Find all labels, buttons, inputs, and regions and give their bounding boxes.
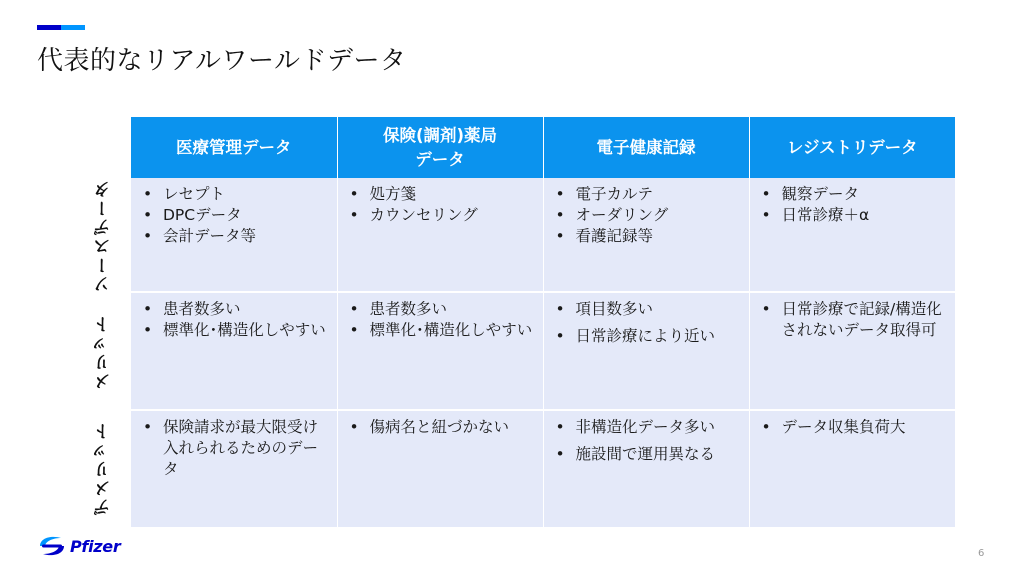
- bullet-list: [346, 184, 535, 226]
- table-cell: [543, 292, 749, 410]
- slide-title: 代表的なリアルワールドデータ: [37, 46, 407, 76]
- bullet-item: • カウンセリング: [346, 205, 535, 226]
- table-cell: [131, 410, 337, 528]
- header-cell: [543, 117, 749, 178]
- bullet-item: • 標準化･構造化しやすい: [346, 320, 535, 341]
- bullet-list: [552, 299, 741, 347]
- header-cell: [749, 117, 955, 178]
- header-label: レジストリデータ: [786, 137, 918, 157]
- table-cell: [543, 410, 749, 528]
- bullet-item: • 日常診療で記録/構造化されないデータ取得可: [758, 299, 948, 341]
- bullet-list: [139, 417, 329, 480]
- accent-bar-dark: [37, 25, 61, 30]
- bullet-item: • 患者数多い: [139, 299, 329, 320]
- bullet-item: • オーダリング: [552, 205, 741, 226]
- title-accent-bar: [37, 25, 85, 30]
- header-label: データ: [415, 149, 465, 169]
- bullet-list: [346, 299, 535, 341]
- row-label-demerits: [82, 411, 124, 525]
- bullet-item: • 施設間で運用異なる: [552, 444, 741, 465]
- pfizer-logo-wordmark: Pfizer: [70, 536, 121, 556]
- bullet-item: • 観察データ: [758, 184, 948, 205]
- table-row: [131, 292, 955, 410]
- header-cell: [337, 117, 543, 178]
- table-row: [131, 178, 955, 292]
- bullet-item: • レセプト: [139, 184, 329, 205]
- table-cell: [749, 410, 955, 528]
- bullet-item: • 日常診療＋α: [758, 205, 948, 226]
- bullet-list: [346, 417, 535, 438]
- table-cell: [543, 178, 749, 292]
- accent-bar-light: [61, 25, 85, 30]
- bullet-item: • 処方箋: [346, 184, 535, 205]
- table-cell: [337, 178, 543, 292]
- table-cell: [337, 292, 543, 410]
- header-label: 保険(調剤)薬局: [382, 125, 498, 145]
- bullet-item: • DPCデータ: [139, 205, 329, 226]
- table-cell: [337, 410, 543, 528]
- header-label: 電子健康記録: [596, 137, 696, 157]
- bullet-item: • 電子カルテ: [552, 184, 741, 205]
- bullet-list: [758, 184, 948, 226]
- rwd-comparison-table: [131, 117, 955, 529]
- bullet-item: • 標準化･構造化しやすい: [139, 320, 329, 341]
- bullet-item: • 看護記録等: [552, 226, 741, 247]
- bullet-list: [552, 417, 741, 465]
- table-cell: [131, 292, 337, 410]
- table-header-row: [131, 117, 955, 178]
- header-label: 医療管理データ: [176, 137, 292, 157]
- bullet-item: • 非構造化データ多い: [552, 417, 741, 438]
- bullet-item: • 日常診療により近い: [552, 326, 741, 347]
- row-label-text: デメリット: [93, 420, 114, 516]
- bullet-item: • 項目数多い: [552, 299, 741, 320]
- bullet-list: [552, 184, 741, 247]
- bullet-item: • 会計データ等: [139, 226, 329, 247]
- pfizer-logo-icon: [37, 534, 67, 558]
- page-number: 6: [978, 548, 985, 559]
- row-label-text: メリット: [93, 314, 114, 390]
- row-label-source-data: [82, 178, 124, 293]
- bullet-item: • データ収集負荷大: [758, 417, 948, 438]
- row-label-text: ソースデータ: [93, 178, 114, 293]
- bullet-list: [139, 299, 329, 341]
- bullet-item: • 傷病名と紐づかない: [346, 417, 535, 438]
- bullet-list: [758, 299, 948, 341]
- bullet-list: [139, 184, 329, 247]
- pfizer-logo: [37, 533, 120, 559]
- bullet-list: [758, 417, 948, 438]
- row-label-merits: [82, 295, 124, 409]
- table-cell: [749, 178, 955, 292]
- bullet-item: • 保険請求が最大限受け入れられるためのデータ: [139, 417, 329, 480]
- header-cell: [131, 117, 337, 178]
- table-cell: [749, 292, 955, 410]
- table-row: [131, 410, 955, 528]
- table-cell: [131, 178, 337, 292]
- bullet-item: • 患者数多い: [346, 299, 535, 320]
